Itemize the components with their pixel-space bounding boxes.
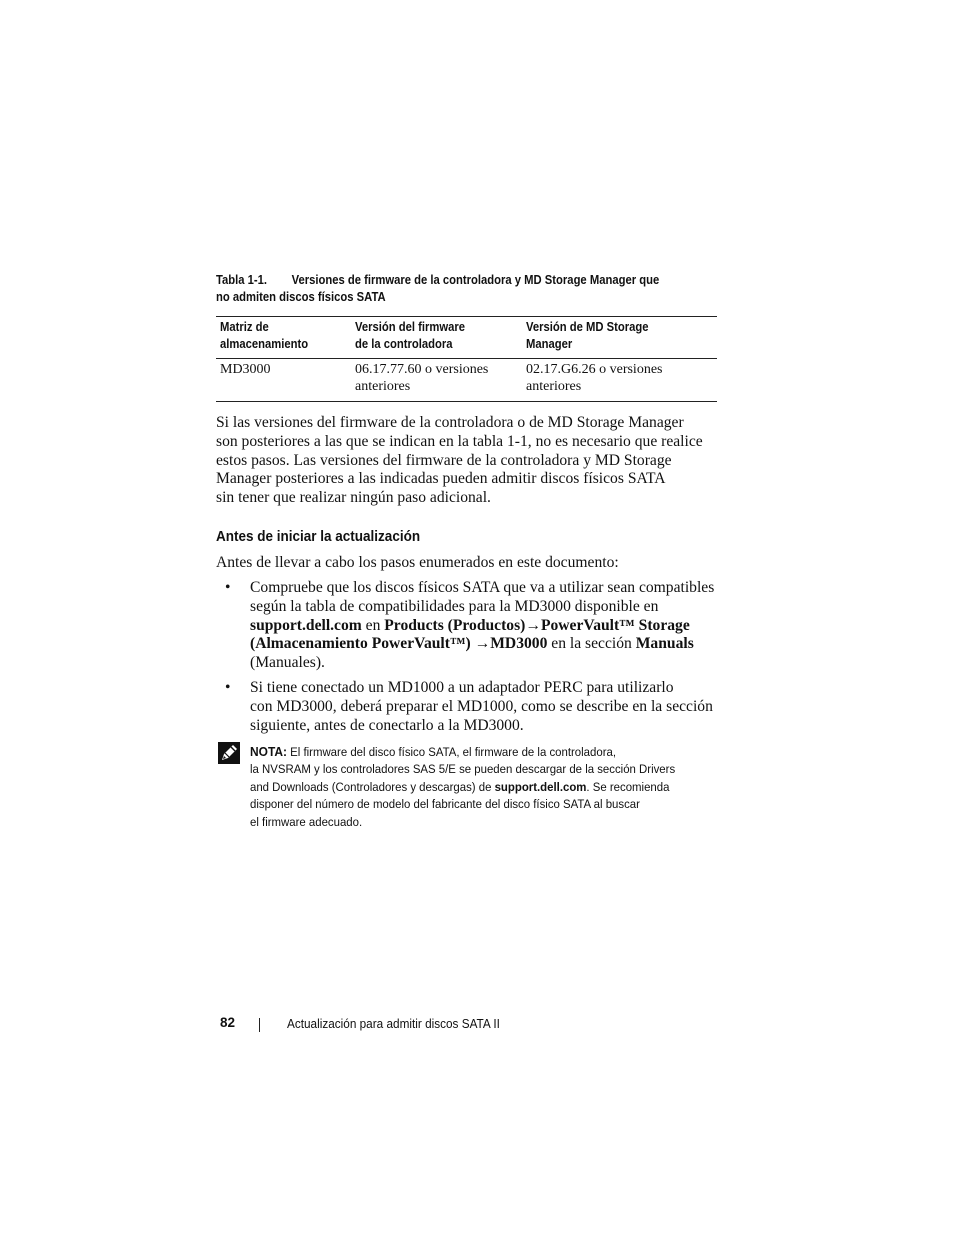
note-block [250, 743, 728, 831]
table-cell-text: MD3000 [220, 362, 271, 377]
bullet-item-md1000 [250, 679, 713, 735]
bullet-line: siguiente, antes de conectarlo a la MD3000. [250, 716, 524, 734]
bullet-line: con MD3000, deberá preparar el MD1000, como se describe en la sección [250, 697, 713, 715]
bullet-text-run: en la sección [547, 635, 636, 653]
table-cell-manager-version [526, 361, 706, 395]
table-cell-text: 02.17.G6.26 o versiones [526, 362, 663, 377]
menu-path-powervault: PowerVault™ Storage [540, 616, 690, 634]
note-line: el firmware adecuado. [250, 814, 363, 829]
bullet-marker: • [225, 579, 231, 596]
menu-path-products: Products (Productos) [384, 616, 526, 634]
section-intro: Antes de llevar a cabo los pasos enumerados en este documento: [216, 554, 619, 571]
bullet-line [250, 617, 714, 636]
support-link[interactable]: support.dell.com [250, 616, 362, 634]
table-header-text: Versión del firmware [355, 320, 466, 334]
footer-separator [259, 1018, 260, 1032]
note-text-run: . Se recomienda [586, 779, 670, 794]
note-line: disponer del número de modelo del fabricante del disco físico SATA al buscar [250, 797, 640, 812]
table-caption [216, 272, 684, 306]
arrow-icon: → [525, 616, 541, 634]
table-header-rule [216, 358, 717, 359]
note-line [250, 743, 728, 761]
table-caption-line2: no admiten discos físicos SATA [216, 290, 386, 304]
paragraph-line: Manager posteriores a las indicadas pueden admitir discos físicos SATA [216, 470, 666, 488]
section-heading: Antes de iniciar la actualización [216, 528, 421, 545]
paragraph-line: estos pasos. Las versiones del firmware de la controladora y MD Storage [216, 451, 672, 469]
paragraph-line: Si las versiones del firmware de la controladora o de MD Storage Manager [216, 414, 684, 431]
page-number: 82 [220, 1015, 236, 1030]
bullet-line: Si tiene conectado un MD1000 a un adaptador PERC para utilizarlo [250, 679, 674, 696]
note-line [250, 779, 728, 796]
support-link[interactable]: support.dell.com [494, 779, 587, 794]
menu-path-md3000: MD3000 [490, 635, 548, 653]
table-cell-text: anteriores [355, 379, 411, 394]
table-caption-line1: Versiones de firmware de la controladora y MD Storage Manager que [291, 273, 660, 287]
table-caption-number: Tabla 1-1. [216, 273, 268, 287]
bullet-line: (Manuales). [250, 654, 325, 672]
menu-path-powervault-es: (Almacenamiento PowerVault™) [250, 635, 475, 653]
paragraph-line: son posteriores a las que se indican en la tabla 1-1, no es necesario que realice [216, 432, 703, 450]
table-header-text: almacenamiento [220, 337, 309, 351]
note-text-run: El firmware del disco físico SATA, el firmware de la controladora, [286, 745, 617, 759]
table-cell-controller-version [355, 361, 535, 395]
table-header-text: de la controladora [355, 337, 453, 351]
table-header-controller-firmware [355, 319, 526, 353]
bullet-marker: • [225, 679, 231, 696]
table-header-md-storage-manager [526, 319, 697, 353]
bullet-line [250, 635, 714, 654]
table-bottom-rule [216, 401, 717, 402]
arrow-icon: → [474, 635, 491, 653]
paragraph-line: sin tener que realizar ningún paso adicional. [216, 489, 491, 507]
bullet-item-compatibility [250, 579, 714, 673]
body-paragraph [216, 414, 736, 508]
pencil-note-icon [218, 742, 240, 764]
footer-title: Actualización para admitir discos SATA II [287, 1016, 500, 1031]
bullet-line: según la tabla de compatibilidades para la MD3000 disponible en [250, 597, 659, 615]
table-header-text: Matriz de [220, 320, 269, 334]
table-header-text: Versión de MD Storage Manager [526, 320, 649, 351]
bullet-line: Compruebe que los discos físicos SATA que va a utilizar sean compatibles [250, 579, 715, 596]
table-top-rule [216, 316, 717, 317]
menu-path-manuals: Manuals [635, 635, 694, 653]
note-text-run: and Downloads (Controladores y descargas) de [250, 779, 495, 794]
note-line: la NVSRAM y los controladores SAS 5/E se pueden descargar de la sección Drivers [250, 762, 676, 777]
table-cell-text: 06.17.77.60 o versiones [355, 362, 489, 377]
bullet-text-run: en [361, 616, 385, 634]
note-label: NOTA: [250, 744, 287, 759]
table-cell-text: anteriores [526, 379, 582, 394]
